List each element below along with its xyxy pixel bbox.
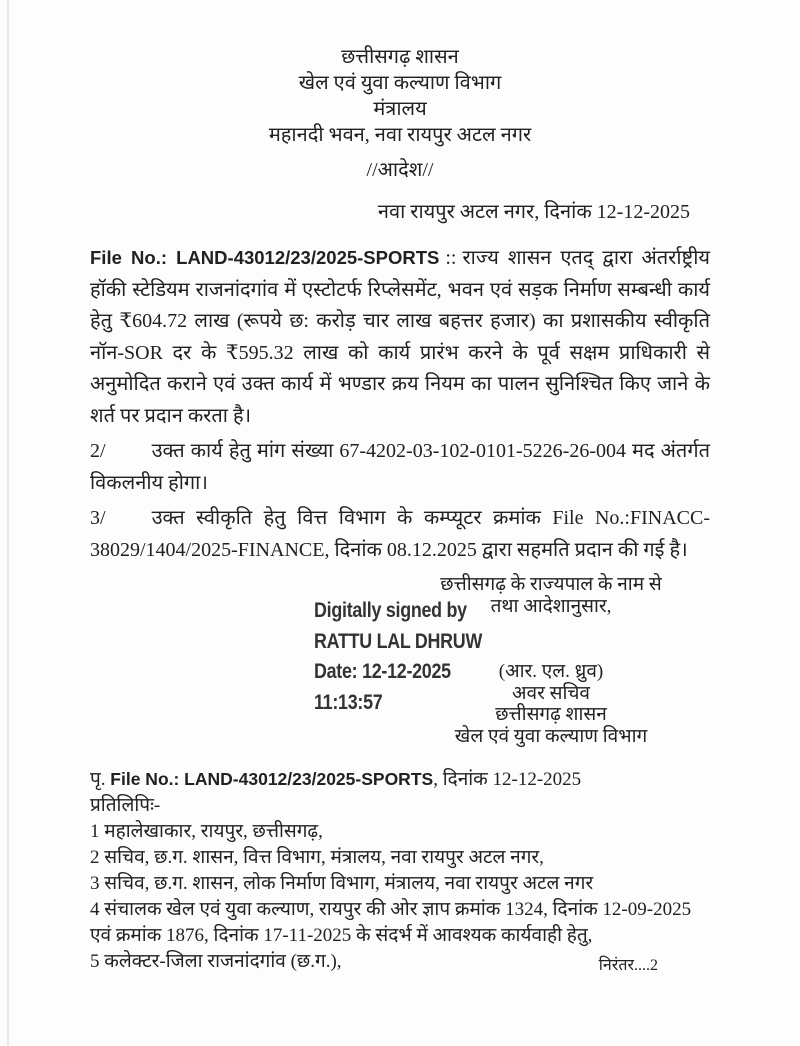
digital-signature-date: Date: 12-12-2025	[314, 660, 451, 683]
continuation-marker: निरंतर....2	[598, 957, 658, 974]
paragraph-2	[90, 436, 710, 499]
letterhead	[90, 44, 710, 148]
paragraph-1	[90, 242, 710, 432]
paragraph-3-number: 3/	[90, 507, 106, 529]
signer-identity	[426, 661, 676, 747]
paragraph-2-number: 2/	[90, 440, 106, 462]
signer-designation: अवर सचिव	[512, 682, 590, 704]
signer-org-1: छत्तीसगढ़ शासन	[495, 704, 607, 725]
copy-item-5: 5 कलेक्टर-जिला राजनांदगांव (छ.ग.),	[90, 951, 342, 972]
paragraph-1-body: राज्य शासन एतद् द्वारा अंतर्राष्ट्रीय हॉकी स्टेडियम राजनांदगांव में एस्टोटर्फ रिप्लेसमेंट, भवन एवं सड़क निर्माण सम्बन्धी कार्य हेतु ₹604.72 लाख (रूपये छ: करोड़ चार लाख बहत्तर हजार) का प्रशासकीय स्वीकृति नॉन-SOR दर के ₹595.32 लाख को कार्य प्रारंभ करने के पूर्व सक्षम प्राधिकारी से अनुमोदित कराने एवं उक्त कार्य में भण्डार क्रय नियम का पालन सुनिश्चित किए जाने के शर्त पर प्रदान करता है।	[90, 247, 710, 427]
letterhead-government: छत्तीसगढ़ शासन	[341, 46, 459, 68]
endorsement-prefix: पृ.	[90, 769, 106, 790]
file-number-separator: ::	[445, 247, 457, 269]
endorsement-file-number: File No.: LAND-43012/23/2025-SPORTS	[110, 769, 434, 789]
signatory-block	[426, 574, 676, 747]
endorsement-date: , दिनांक 12-12-2025	[433, 769, 582, 790]
place-date-line: नवा रायपुर अटल नगर, दिनांक 12-12-2025	[377, 201, 690, 223]
signature-section	[90, 566, 710, 766]
paragraph-2-body: उक्त कार्य हेतु मांग संख्या 67-4202-03-102-0101-5226-26-004 मद अंतर्गत विकलनीय होगा।	[90, 440, 710, 494]
signature-gap	[426, 618, 676, 661]
copy-item-1: 1 महालेखाकार, रायपुर, छत्तीसगढ़,	[90, 821, 323, 842]
copy-label: प्रतिलिपिः-	[90, 795, 161, 816]
file-number: File No.: LAND-43012/23/2025-SPORTS	[90, 247, 440, 268]
signer-name: (आर. एल. ध्रुव)	[498, 661, 604, 682]
scan-edge-artifact	[7, 0, 9, 1046]
signer-org-2: खेल एवं युवा कल्याण विभाग	[454, 725, 648, 747]
endorsement-reference	[90, 766, 710, 793]
letterhead-department: खेल एवं युवा कल्याण विभाग	[298, 72, 502, 94]
digital-signature-name: RATTU LAL DHRUW	[314, 629, 483, 653]
copy-item-2: 2 सचिव, छ.ग. शासन, वित्त विभाग, मंत्रालय, नवा रायपुर अटल नगर,	[90, 847, 544, 868]
document-content	[90, 0, 710, 975]
paragraph-3	[90, 503, 710, 566]
digital-signature-line-1: Digitally signed by	[314, 599, 467, 622]
authority-line-2: तथा आदेशानुसार,	[490, 596, 612, 617]
order-title: //आदेश//	[366, 159, 434, 181]
letterhead-ministry: मंत्रालय	[373, 98, 427, 120]
authority-line-1: छत्तीसगढ़ के राज्यपाल के नाम से	[440, 574, 662, 595]
digital-signature-time: 11:13:57	[314, 690, 383, 714]
copy-item-3: 3 सचिव, छ.ग. शासन, लोक निर्माण विभाग, मंत्रालय, नवा रायपुर अटल नगर	[90, 873, 594, 894]
endorsement-section	[90, 766, 710, 975]
copy-item-4: 4 संचालक खेल एवं युवा कल्याण, रायपुर की ओर ज्ञाप क्रमांक 1324, दिनांक 12-09-2025 एवं क्रमांक 1876, दिनांक 17-11-2025 के संदर्भ में आवश्यक कार्यवाही हेतु,	[90, 899, 692, 946]
letterhead-address: महानदी भवन, नवा रायपुर अटल नगर	[268, 124, 532, 146]
paragraph-3-body: उक्त स्वीकृति हेतु वित्त विभाग के कम्प्यूटर क्रमांक File No.:FINACC-38029/1404/2025-FINANCE, दिनांक 08.12.2025 द्वारा सहमति प्रदान की गई है।	[90, 507, 710, 561]
